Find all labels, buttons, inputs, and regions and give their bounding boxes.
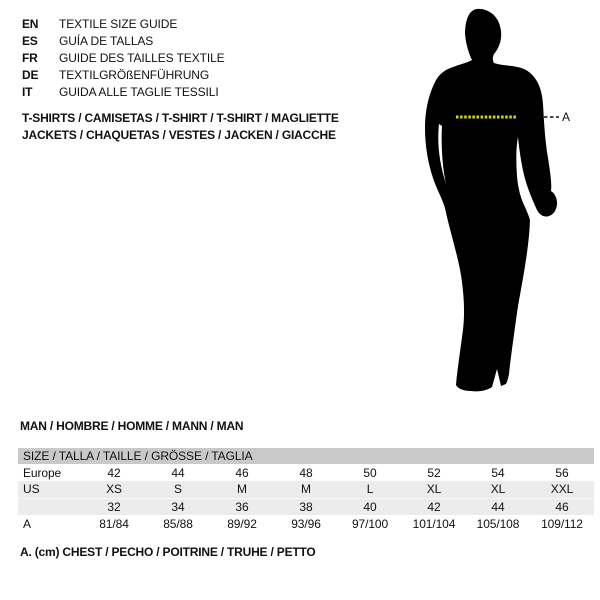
size-value-cell: 42 (402, 498, 466, 515)
size-value-cell: 48 (299, 465, 313, 480)
size-value-cell: M (274, 481, 338, 498)
language-row (22, 49, 225, 66)
row-label-cell: US (18, 481, 82, 498)
size-table-header: SIZE / TALLA / TAILLE / GRÖSSE / TAGLIA (18, 448, 594, 464)
size-value-cell: 101/104 (412, 516, 456, 531)
language-row (22, 32, 225, 49)
table-row-a-chest (18, 515, 594, 532)
size-value-cell: 50 (363, 465, 377, 480)
size-value-cell: L (338, 481, 402, 498)
size-value-cell: 81/84 (99, 516, 129, 531)
size-value-cell: 46 (235, 465, 249, 480)
language-row (22, 15, 225, 32)
size-value-cell: 105/108 (476, 516, 520, 531)
size-value-cell: XXL (530, 481, 594, 498)
row-label-cell (18, 498, 82, 515)
size-value-cell: 52 (427, 465, 441, 480)
size-value-cell: 36 (210, 498, 274, 515)
size-value-cell: 109/112 (541, 516, 583, 531)
measurement-footnote: A. (cm) CHEST / PECHO / POITRINE / TRUHE / PETTO (20, 545, 316, 559)
language-title: TEXTILGRÖßENFÜHRUNG (59, 67, 210, 82)
size-value-cell: 44 (466, 498, 530, 515)
size-value-cell: 54 (491, 465, 505, 480)
man-silhouette-body (425, 9, 557, 391)
size-value-cell: 93/96 (291, 516, 321, 531)
size-value-cell: 85/88 (163, 516, 193, 531)
size-value-cell: XL (402, 481, 466, 498)
size-value-cell: S (146, 481, 210, 498)
size-value-cell: 40 (338, 498, 402, 515)
size-value-cell: 89/92 (227, 516, 257, 531)
row-label-cell: A (23, 516, 31, 531)
table-row-us-numeric (18, 498, 594, 515)
language-code: IT (22, 84, 33, 99)
language-row (22, 66, 225, 83)
size-value-cell: 42 (107, 465, 121, 480)
table-row-europe (18, 464, 594, 481)
category-line-jackets: JACKETS / CHAQUETAS / VESTES / JACKEN / GIACCHE (22, 128, 336, 142)
size-value-cell: M (210, 481, 274, 498)
size-value-cell: 97/100 (351, 516, 389, 531)
language-title: GUIDE DES TAILLES TEXTILE (59, 50, 225, 65)
language-title: GUÍA DE TALLAS (59, 33, 154, 48)
row-label-cell: Europe (23, 465, 62, 480)
size-value-cell: 32 (82, 498, 146, 515)
language-row (22, 83, 225, 100)
language-title: GUIDA ALLE TAGLIE TESSILI (59, 84, 219, 99)
size-value-cell: 44 (171, 465, 185, 480)
language-guide-list (22, 15, 225, 100)
table-header-row (18, 448, 594, 464)
language-code: EN (22, 16, 39, 31)
section-title-man: MAN / HOMBRE / HOMME / MANN / MAN (20, 419, 244, 433)
size-value-cell: XS (82, 481, 146, 498)
size-value-cell: 46 (530, 498, 594, 515)
garment-category-block (22, 110, 339, 144)
size-value-cell: 56 (555, 465, 569, 480)
size-value-cell: XL (466, 481, 530, 498)
size-value-cell: 38 (274, 498, 338, 515)
table-row-us-letter (18, 481, 594, 498)
measure-label-a: A (562, 110, 570, 124)
language-code: FR (22, 50, 38, 65)
size-table (18, 448, 594, 532)
figure-area (380, 0, 600, 412)
language-code: ES (22, 33, 38, 48)
category-line-tshirts: T-SHIRTS / CAMISETAS / T-SHIRT / T-SHIRT / MAGLIETTE (22, 111, 339, 125)
language-title: TEXTILE SIZE GUIDE (59, 16, 178, 31)
man-silhouette-figure (380, 0, 600, 412)
language-code: DE (22, 67, 39, 82)
size-value-cell: 34 (146, 498, 210, 515)
